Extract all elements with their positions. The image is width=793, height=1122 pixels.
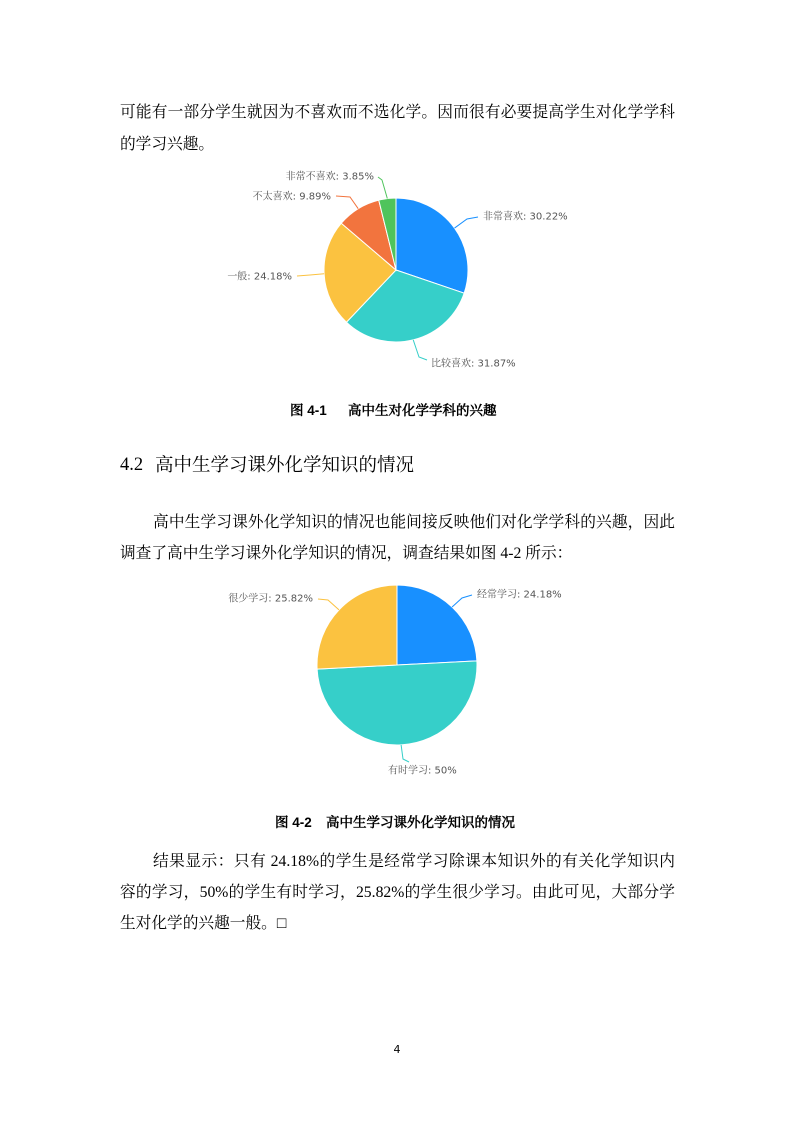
paragraph-2-line-1: 高中生学习课外化学知识的情况也能间接反映他们对化学学科的兴趣，因此 <box>153 514 675 531</box>
paragraph-3-line-3: 生对化学的兴趣一般。□ <box>120 915 287 932</box>
pie-slice-1 <box>317 661 477 745</box>
pie-label-leader-line <box>452 595 472 607</box>
pie-chart-extracurricular-study <box>200 575 600 785</box>
pie-slice-label: 一般: 24.18% <box>227 271 292 283</box>
pie-label-leader-line <box>413 340 427 360</box>
pie-slice-label: 不太喜欢: 9.89% <box>252 191 331 203</box>
pie-slice-label: 非常不喜欢: 3.85% <box>285 171 374 183</box>
pie-label-leader-line <box>297 274 324 276</box>
pie-slice-label: 很少学习: 25.82% <box>228 593 313 605</box>
pie-slice-label: 比较喜欢: 31.87% <box>431 358 516 370</box>
pie-label-leader-line <box>336 196 358 209</box>
section-heading-title: 高中生学习课外化学知识的情况 <box>155 454 415 475</box>
paragraph-1-line-2: 的学习兴趣。 <box>120 136 215 153</box>
pie-slice-label: 经常学习: 24.18% <box>477 589 562 601</box>
pie-slice-label: 有时学习: 50% <box>388 765 457 777</box>
pie-label-leader-line <box>318 599 339 610</box>
paragraph-3-line-2: 容的学习，50%的学生有时学习，25.82%的学生很少学习。由此可见，大部分学 <box>120 884 675 901</box>
pie-label-leader-line <box>378 177 387 199</box>
pie-slice-label: 非常喜欢: 30.22% <box>483 211 568 223</box>
figure-2-caption-title: 高中生学习课外化学知识的情况 <box>326 815 515 830</box>
figure-1-caption-title: 高中生对化学学科的兴趣 <box>348 403 497 418</box>
figure-1-caption-number: 图 4-1 <box>290 403 327 418</box>
pie-label-leader-line <box>455 217 478 228</box>
pie-slice-2 <box>317 585 397 669</box>
pie-chart-chemistry-interest <box>200 160 600 380</box>
paragraph-3-line-1: 结果显示：只有 24.18%的学生是经常学习除课本知识外的有关化学知识内 <box>153 853 675 870</box>
section-heading-number: 4.2 <box>120 455 144 475</box>
figure-2-caption-number: 图 4-2 <box>275 815 312 830</box>
paragraph-2-line-2: 调查了高中生学习课外化学知识的情况，调查结果如图 4-2 所示： <box>120 545 573 562</box>
pie-label-leader-line <box>401 745 409 762</box>
paragraph-1-line-1: 可能有一部分学生就因为不喜欢而不选化学。因而很有必要提高学生对化学学科 <box>120 104 675 121</box>
page-number: 4 <box>393 1043 401 1056</box>
